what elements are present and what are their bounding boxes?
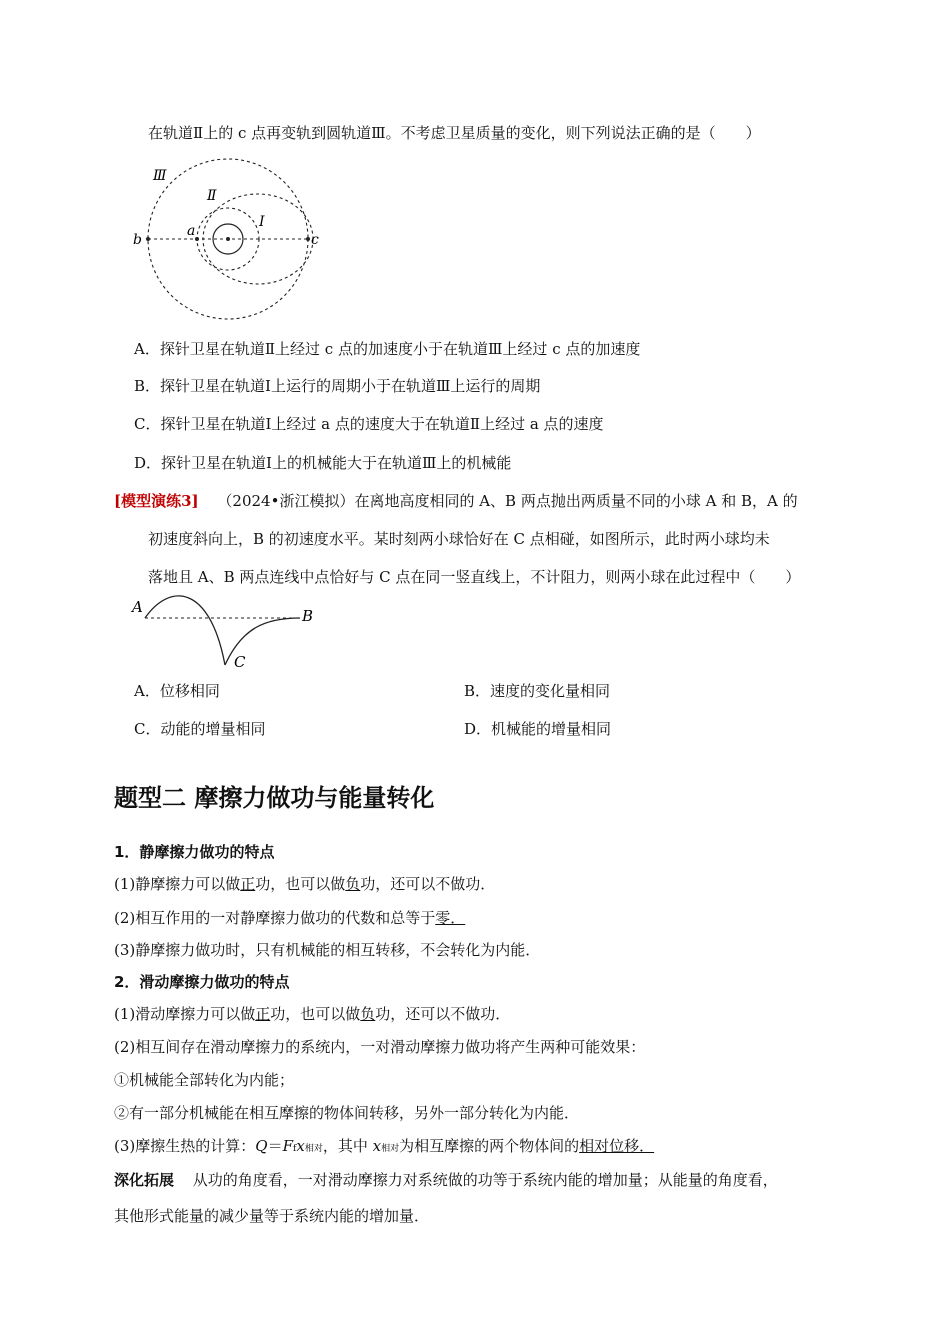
p2-3-a: (3)摩擦生热的计算： [114,1137,256,1155]
p2-title: 2．滑动摩擦力做功的特点 [114,973,290,991]
p1-1-c: 功，还可以不做功． [360,875,496,893]
q1-option-c: C．探针卫星在轨道Ⅰ上经过 a 点的速度大于在轨道Ⅱ上经过 a 点的速度 [134,415,604,433]
p2-2b: ②有一部分机械能在相互摩擦的物体间转移，另外一部分转化为内能． [114,1104,580,1122]
p2-1-c: 功，还可以不做功． [375,1005,511,1023]
p2-3-c: 为相互摩擦的两个物体间的 [399,1137,580,1155]
formula-q: Q [255,1137,268,1155]
formula-eq: ＝ [267,1137,283,1155]
planet-center [226,237,230,241]
q2-tag: [模型演练3] [114,492,199,510]
formula-f: F [282,1137,293,1155]
p2-3-b: ，其中 [322,1137,373,1155]
extension-line2: 其他形式能量的减少量等于系统内能的增加量． [114,1207,430,1225]
q1-option-d: D．探针卫星在轨道Ⅰ上的机械能大于在轨道Ⅲ上的机械能 [134,454,512,472]
p2-2: (2)相互间存在滑动摩擦力的系统内，一对滑动摩擦力做功将产生两种可能效果： [114,1038,646,1056]
p2-2a: ①机械能全部转化为内能； [114,1071,295,1089]
p2-1 [114,1004,510,1024]
q2-line2: 初速度斜向上，B 的初速度水平。某时刻两小球恰好在 C 点相碰，如图所示，此时两小球均未 [148,530,770,548]
p1-2 [114,908,465,928]
q2-option-c: C．动能的增量相同 [134,720,266,738]
point-a [195,237,199,241]
label-C: C [234,653,246,671]
formula-sub-rel: 相对 [304,1144,323,1154]
q1-option-b: B．探针卫星在轨道Ⅰ上运行的周期小于在轨道Ⅲ上运行的周期 [134,377,541,395]
p2-1-u2: 负 [360,1005,376,1023]
label-B: B [302,607,314,625]
trajectory-a [145,596,225,665]
q2-line3: 落地且 A、B 两点连线中点恰好与 C 点在同一竖直线上，不计阻力，则两小球在此过程中（ ） [148,568,801,586]
label-A: A [132,598,143,616]
p1-3: (3)静摩擦力做功时，只有机械能的相互转移，不会转化为内能． [114,941,541,959]
q2-option-a: A．位移相同 [134,682,220,700]
label-c: c [311,232,319,248]
p1-1 [114,874,495,894]
p2-3 [114,1136,654,1159]
formula-sub-f: f [293,1144,297,1154]
point-b [146,237,150,241]
p2-3-u: 相对位移． [579,1137,655,1155]
formula-x2: x [372,1137,382,1155]
p1-1-u2: 负 [345,875,361,893]
p1-1-u1: 正 [240,875,256,893]
p1-2-u: 零． [435,909,466,927]
p1-2-a: (2)相互作用的一对静摩擦力做功的代数和总等于 [114,909,436,927]
point-c [306,237,310,241]
p1-1-b: 功，也可以做 [255,875,346,893]
label-III: Ⅲ [153,168,167,184]
p2-1-b: 功，也可以做 [270,1005,361,1023]
formula-x: x [296,1137,305,1155]
q2-option-d: D．机械能的增量相同 [464,720,612,738]
q2-first-line [114,491,798,511]
extension-text1: 从功的角度看，一对滑动摩擦力对系统做的功等于系统内能的增加量；从能量的角度看， [192,1171,778,1189]
p2-1-u1: 正 [255,1005,271,1023]
projectile-diagram [130,590,330,675]
p1-title: 1．静摩擦力做功的特点 [114,843,275,861]
q1-stem-tail: 在轨道Ⅱ上的 c 点再变轨到圆轨道Ⅲ。不考虑卫星质量的变化，则下列说法正确的是（ ） [148,124,761,142]
label-b: b [133,232,142,248]
formula-sub-rel2: 相对 [381,1144,400,1154]
p2-1-a: (1)滑动摩擦力可以做 [114,1005,256,1023]
p1-1-a: (1)静摩擦力可以做 [114,875,241,893]
q1-option-a: A．探针卫星在轨道Ⅱ上经过 c 点的加速度小于在轨道Ⅲ上经过 c 点的加速度 [134,340,641,358]
extension-label: 深化拓展 [114,1171,175,1189]
label-I: Ⅰ [259,214,265,230]
label-a: a [187,223,196,239]
orbit-diagram [125,160,340,340]
section-title: 题型二 摩擦力做功与能量转化 [114,784,435,812]
extension-line1 [114,1170,778,1190]
q2-option-b: B．速度的变化量相同 [464,682,611,700]
label-II: Ⅱ [207,188,217,204]
q2-line1: （2024•浙江模拟）在离地高度相同的 A、B 两点抛出两质量不同的小球 A 和 B，A 的 [217,492,798,510]
